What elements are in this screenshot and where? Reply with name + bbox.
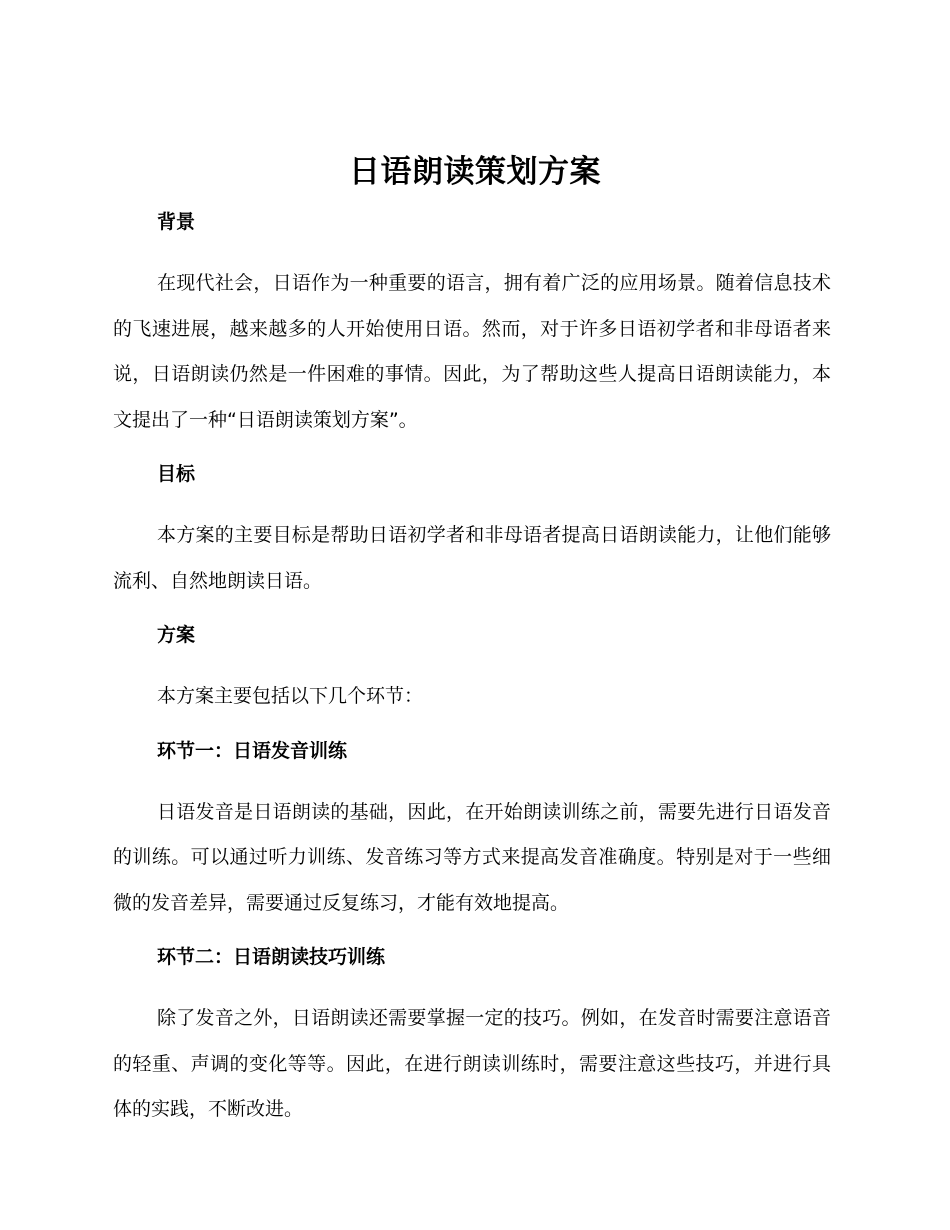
section-body-background: 在现代社会，日语作为一种重要的语言，拥有着广泛的应用场景。随着信息技术的飞速进展，越来越多的人开始使用日语。然而，对于许多日语初学者和非母语者来说，日语朗读仍然是一件困难的事情。因此，为了帮助这些人提高日语朗读能力，本文提出了一种“日语朗读策划方案”。: [113, 272, 831, 431]
section-heading-plan: 方案: [157, 624, 196, 646]
section-body-step2: 除了发音之外，日语朗读还需要掌握一定的技巧。例如，在发音时需要注意语音的轻重、声调的变化等等。因此，在进行朗读训练时，需要注意这些技巧，并进行具体的实践，不断改进。: [113, 1007, 831, 1120]
section-body-plan: 本方案主要包括以下几个环节：: [157, 685, 424, 707]
section-heading-background: 背景: [157, 211, 196, 233]
section-body-step1: 日语发音是日语朗读的基础，因此，在开始朗读训练之前，需要先进行日语发音的训练。可以通过听力训练、发音练习等方式来提高发音准确度。特别是对于一些细微的发音差异，需要通过反复练习，才能有效地提高。: [113, 800, 831, 914]
section-heading-step2: 环节二：日语朗读技巧训练: [157, 946, 386, 968]
document-title: 日语朗读策划方案: [349, 154, 601, 190]
section-heading-goal: 目标: [157, 463, 196, 485]
section-heading-step1: 环节一：日语发音训练: [157, 739, 348, 762]
section-body-goal: 本方案的主要目标是帮助日语初学者和非母语者提高日语朗读能力，让他们能够流利、自然地朗读日语。: [113, 524, 831, 592]
document-body: [113, 203, 831, 1133]
